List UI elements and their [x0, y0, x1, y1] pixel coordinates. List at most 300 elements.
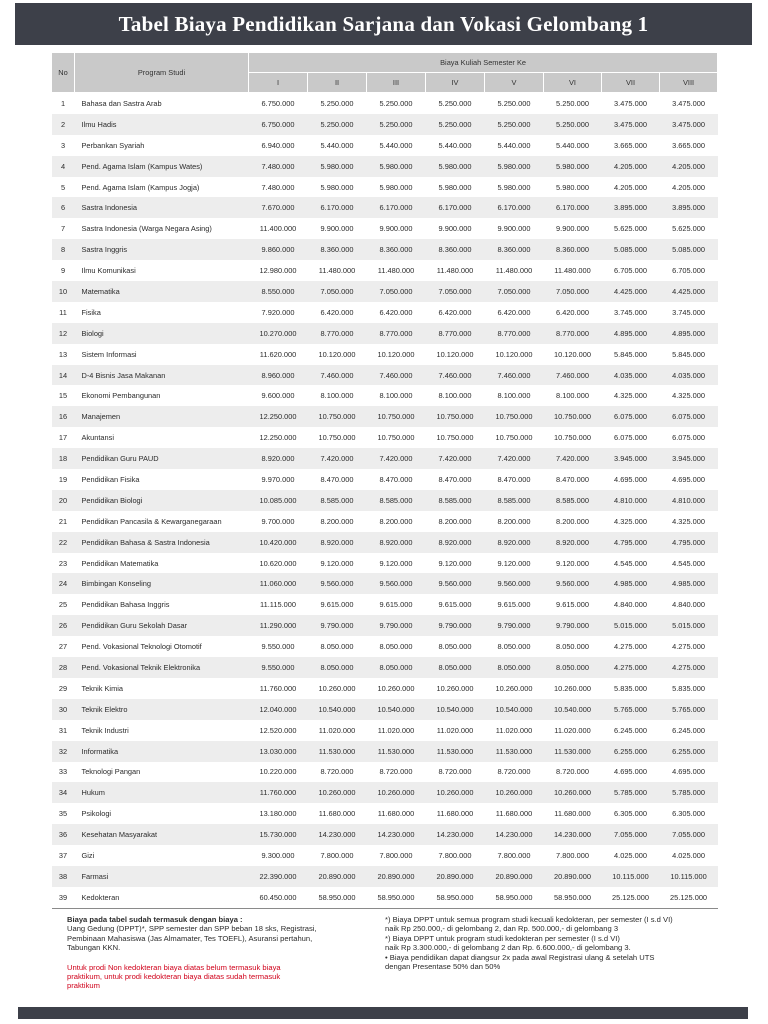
- fee-cell: 4.810.000: [660, 490, 718, 511]
- fee-cell: 8.720.000: [556, 767, 589, 777]
- table-row: [52, 573, 718, 594]
- program-name: Pend. Vokasional Teknologi Otomotif: [81, 642, 202, 652]
- fee-cell: 9.790.000: [426, 615, 485, 636]
- fee-cell: 11.480.000: [554, 266, 591, 276]
- fee-cell: 4.275.000: [614, 642, 647, 652]
- row-number: 11: [59, 307, 67, 317]
- program-name: Pendidikan Guru PAUD: [75, 448, 249, 469]
- table-body: [52, 93, 718, 909]
- fee-cell: 7.480.000: [261, 182, 295, 192]
- row-number: 33: [58, 767, 68, 777]
- fee-cell: 5.015.000: [660, 615, 718, 636]
- fee-cell: 7.800.000: [556, 851, 589, 860]
- table-row: [52, 469, 718, 490]
- fee-cell: 9.550.000: [249, 657, 308, 678]
- fee-cell: 8.920.000: [249, 448, 308, 469]
- fee-cell: 8.770.000: [544, 323, 602, 344]
- fee-cell: 8.770.000: [426, 323, 485, 344]
- fee-cell: 11.680.000: [318, 809, 356, 819]
- fee-table: [51, 52, 718, 909]
- fee-cell: 9.860.000: [249, 239, 308, 260]
- fee-cell: 5.440.000: [438, 140, 472, 150]
- fee-cell: 4.325.000: [614, 516, 647, 526]
- fee-cell: 4.325.000: [614, 391, 647, 401]
- fee-cell: 14.230.000: [426, 824, 485, 845]
- fee-cell: 4.425.000: [660, 281, 718, 302]
- fee-cell: 5.980.000: [426, 156, 485, 177]
- fee-cell: 10.085.000: [249, 490, 308, 511]
- fee-cell: 10.750.000: [426, 406, 485, 427]
- note-line: *) Biaya DPPT untuk program studi kedokteran per semester (I s.d VI): [385, 933, 620, 943]
- fee-cell: 8.770.000: [308, 323, 367, 344]
- fee-cell: 8.050.000: [367, 657, 426, 678]
- program-name: Pend. Vokasional Teknik Elektronika: [75, 657, 249, 678]
- fee-cell: 11.020.000: [495, 725, 533, 735]
- fee-cell: 5.250.000: [556, 98, 589, 108]
- fee-cell: 3.895.000: [602, 197, 660, 218]
- fee-cell: 5.250.000: [379, 98, 413, 108]
- program-name: Bimbingan Konseling: [75, 573, 249, 594]
- note-red-line: Untuk prodi Non kedokteran biaya diatas belum termasuk biaya: [67, 962, 281, 972]
- fee-cell: 4.895.000: [602, 323, 660, 344]
- fee-cell: 11.480.000: [318, 266, 356, 276]
- note-line: • Biaya pendidikan dapat diangsur 2x pada awal Registrasi ulang & setelah UTS: [385, 952, 655, 962]
- fee-cell: 8.960.000: [249, 365, 308, 386]
- fee-cell: 11.760.000: [259, 683, 297, 693]
- fee-cell: 5.765.000: [660, 699, 718, 720]
- program-name: Ekonomi Pembangunan: [81, 391, 161, 401]
- fee-cell: 9.700.000: [261, 516, 295, 526]
- fee-cell: 6.170.000: [426, 197, 485, 218]
- fee-cell: 3.895.000: [660, 197, 718, 218]
- row-number: 19: [58, 474, 68, 484]
- fee-cell: 8.050.000: [438, 642, 472, 652]
- fee-cell: 5.980.000: [379, 182, 413, 192]
- fee-cell: 10.260.000: [495, 683, 533, 693]
- fee-cell: 10.750.000: [544, 406, 602, 427]
- fee-cell: 6.940.000: [261, 140, 295, 150]
- fee-cell: 5.250.000: [308, 114, 367, 135]
- fee-cell: 5.835.000: [672, 683, 705, 693]
- row-number: 35: [58, 809, 68, 819]
- fee-cell: 10.260.000: [554, 683, 591, 693]
- table-header: [52, 53, 718, 93]
- fee-cell: 8.050.000: [544, 657, 602, 678]
- row-number: 28: [52, 657, 75, 678]
- fee-cell: 20.890.000: [544, 866, 602, 887]
- notes-right: [385, 915, 730, 971]
- fee-cell: 8.470.000: [556, 474, 589, 484]
- fee-cell: 8.585.000: [485, 490, 544, 511]
- fee-cell: 10.540.000: [308, 699, 367, 720]
- fee-cell: 8.585.000: [544, 490, 602, 511]
- table-row: [52, 239, 718, 260]
- fee-cell: 4.795.000: [660, 532, 718, 553]
- fee-cell: 5.440.000: [497, 140, 531, 150]
- table-row: [52, 448, 718, 469]
- program-name: Pendidikan Matematika: [81, 558, 159, 568]
- fee-cell: 11.760.000: [249, 782, 308, 803]
- fee-cell: 9.560.000: [485, 573, 544, 594]
- row-number: 17: [58, 433, 68, 443]
- header-semester: II: [308, 73, 367, 93]
- fee-cell: 6.075.000: [660, 406, 718, 427]
- fee-cell: 10.260.000: [308, 782, 367, 803]
- table-row: [52, 741, 718, 762]
- table-row: [52, 197, 718, 218]
- program-name: Perbankan Syariah: [81, 140, 145, 150]
- row-number: 5: [60, 182, 66, 192]
- fee-cell: 6.170.000: [367, 197, 426, 218]
- fee-cell: 7.800.000: [379, 851, 413, 860]
- fee-cell: 9.900.000: [497, 224, 531, 234]
- fee-cell: 7.460.000: [485, 365, 544, 386]
- fee-cell: 4.545.000: [614, 558, 647, 568]
- fee-cell: 11.020.000: [436, 725, 474, 735]
- fee-cell: 9.900.000: [556, 224, 589, 234]
- fee-cell: 3.665.000: [672, 140, 705, 150]
- fee-cell: 8.360.000: [426, 239, 485, 260]
- fee-cell: 8.920.000: [485, 532, 544, 553]
- fee-cell: 7.420.000: [485, 448, 544, 469]
- fee-cell: 6.420.000: [438, 307, 472, 317]
- row-number: 13: [58, 349, 68, 359]
- program-name: Ilmu Komunikasi: [81, 266, 136, 276]
- fee-cell: 6.420.000: [497, 307, 531, 317]
- row-number: 9: [60, 266, 66, 276]
- fee-cell: 10.260.000: [436, 683, 474, 693]
- fee-cell: 8.050.000: [379, 642, 413, 652]
- page-title: Tabel Biaya Pendidikan Sarjana dan Vokasi Gelombang 1: [118, 11, 649, 36]
- fee-cell: 7.050.000: [544, 281, 602, 302]
- program-name: Teknik Elektro: [75, 699, 249, 720]
- row-number: 2: [52, 114, 75, 135]
- fee-cell: 8.360.000: [544, 239, 602, 260]
- fee-cell: 11.530.000: [485, 741, 544, 762]
- row-number: 15: [58, 391, 68, 401]
- fee-cell: 5.980.000: [308, 156, 367, 177]
- fee-cell: 3.745.000: [614, 307, 647, 317]
- header-semester: III: [367, 73, 426, 93]
- note-line: naik Rp 3.300.000,- di gelombang 2 dan Rp. 6.600.000,- di gelombang 3.: [385, 943, 631, 953]
- table-row: [52, 762, 718, 783]
- fee-cell: 5.835.000: [614, 683, 647, 693]
- fee-cell: 8.770.000: [485, 323, 544, 344]
- program-name: Matematika: [75, 281, 249, 302]
- fee-cell: 10.540.000: [485, 699, 544, 720]
- row-number: 10: [52, 281, 75, 302]
- program-name: Pendidikan Pancasila & Kewarganegaraan: [81, 516, 222, 526]
- table-row: [52, 156, 718, 177]
- fee-cell: 8.360.000: [308, 239, 367, 260]
- fee-cell: 5.785.000: [660, 782, 718, 803]
- fee-cell: 8.920.000: [367, 532, 426, 553]
- row-number: 27: [58, 642, 68, 652]
- fee-cell: 5.015.000: [602, 615, 660, 636]
- fee-cell: 58.950.000: [367, 887, 426, 908]
- header-semester: V: [485, 73, 544, 93]
- fee-cell: 10.540.000: [544, 699, 602, 720]
- table-row: [52, 866, 718, 887]
- fee-cell: 11.680.000: [495, 809, 533, 819]
- fee-cell: 7.055.000: [660, 824, 718, 845]
- fee-cell: 4.205.000: [614, 182, 647, 192]
- fee-cell: 58.950.000: [485, 887, 544, 908]
- fee-cell: 11.480.000: [377, 266, 415, 276]
- fee-cell: 9.300.000: [261, 851, 295, 860]
- fee-cell: 58.950.000: [308, 887, 367, 908]
- fee-cell: 9.615.000: [379, 600, 413, 610]
- fee-cell: 58.950.000: [426, 887, 485, 908]
- fee-cell: 8.050.000: [320, 642, 354, 652]
- fee-cell: 9.560.000: [544, 573, 602, 594]
- fee-cell: 9.790.000: [308, 615, 367, 636]
- table-row: [52, 511, 718, 532]
- fee-cell: 5.250.000: [497, 98, 531, 108]
- fee-cell: 8.360.000: [485, 239, 544, 260]
- fee-cell: 10.115.000: [660, 866, 718, 887]
- table-row: [52, 114, 718, 135]
- table-row: [52, 532, 718, 553]
- fee-cell: 8.585.000: [426, 490, 485, 511]
- fee-cell: 10.540.000: [426, 699, 485, 720]
- fee-cell: 6.075.000: [672, 433, 705, 443]
- fee-cell: 14.230.000: [544, 824, 602, 845]
- fee-cell: 4.840.000: [614, 600, 647, 610]
- note-red-line: praktikum: [67, 981, 100, 991]
- fee-cell: 14.230.000: [485, 824, 544, 845]
- fee-cell: 7.050.000: [426, 281, 485, 302]
- table-row: [52, 887, 718, 908]
- fee-cell: 11.480.000: [436, 266, 474, 276]
- fee-cell: 5.085.000: [602, 239, 660, 260]
- fee-cell: 4.985.000: [660, 573, 718, 594]
- fee-cell: 5.785.000: [602, 782, 660, 803]
- fee-cell: 8.050.000: [308, 657, 367, 678]
- fee-cell: 10.115.000: [602, 866, 660, 887]
- fee-cell: 6.305.000: [672, 809, 705, 819]
- fee-cell: 8.100.000: [556, 391, 589, 401]
- fee-cell: 6.245.000: [672, 725, 705, 735]
- fee-cell: 6.705.000: [614, 266, 647, 276]
- fee-cell: 8.050.000: [556, 642, 589, 652]
- row-number: 3: [60, 140, 66, 150]
- header-program: Program Studi: [75, 53, 249, 93]
- fee-cell: 8.585.000: [367, 490, 426, 511]
- table-row: [52, 385, 718, 406]
- program-name: Biologi: [75, 323, 249, 344]
- table-row: [52, 281, 718, 302]
- fee-cell: 5.980.000: [556, 182, 589, 192]
- fee-cell: 6.705.000: [672, 266, 705, 276]
- fee-cell: 4.035.000: [602, 365, 660, 386]
- fee-cell: 6.305.000: [614, 809, 647, 819]
- row-number: 18: [52, 448, 75, 469]
- fee-cell: 8.720.000: [379, 767, 413, 777]
- fee-cell: 11.060.000: [249, 573, 308, 594]
- fee-cell: 11.680.000: [554, 809, 591, 819]
- table-row: [52, 344, 718, 365]
- fee-cell: 6.255.000: [660, 741, 718, 762]
- fee-cell: 10.750.000: [436, 433, 474, 443]
- table-row: [52, 803, 718, 824]
- fee-cell: 9.790.000: [367, 615, 426, 636]
- row-number: 31: [58, 725, 68, 735]
- fee-cell: 11.530.000: [367, 741, 426, 762]
- fee-cell: 10.750.000: [308, 406, 367, 427]
- fee-cell: 4.205.000: [672, 182, 705, 192]
- row-number: 38: [52, 866, 75, 887]
- fee-cell: 9.615.000: [556, 600, 589, 610]
- fee-cell: 4.695.000: [614, 474, 647, 484]
- fee-cell: 15.730.000: [249, 824, 308, 845]
- fee-cell: 11.530.000: [426, 741, 485, 762]
- program-name: Kesehatan Masyarakat: [75, 824, 249, 845]
- table-row: [52, 323, 718, 344]
- row-number: 4: [52, 156, 75, 177]
- program-name: Akuntansi: [81, 433, 114, 443]
- fee-cell: 8.100.000: [320, 391, 354, 401]
- fee-cell: 3.945.000: [660, 448, 718, 469]
- fee-cell: 9.550.000: [261, 642, 295, 652]
- table-row: [52, 615, 718, 636]
- fee-cell: 10.260.000: [377, 683, 415, 693]
- fee-cell: 5.625.000: [672, 224, 705, 234]
- fee-cell: 4.840.000: [672, 600, 705, 610]
- fee-cell: 10.750.000: [554, 433, 591, 443]
- fee-cell: 10.260.000: [318, 683, 356, 693]
- fee-cell: 14.230.000: [308, 824, 367, 845]
- header-no: No: [52, 53, 75, 93]
- fee-cell: 5.085.000: [660, 239, 718, 260]
- fee-cell: 5.440.000: [320, 140, 354, 150]
- header-semester: VI: [544, 73, 602, 93]
- fee-cell: 8.470.000: [497, 474, 531, 484]
- fee-cell: 11.480.000: [495, 266, 533, 276]
- fee-cell: 5.250.000: [320, 98, 354, 108]
- table-row: [52, 135, 718, 156]
- fee-cell: 3.475.000: [614, 98, 647, 108]
- header-semester: I: [249, 73, 308, 93]
- fee-cell: 8.550.000: [249, 281, 308, 302]
- table-row: [52, 699, 718, 720]
- fee-cell: 6.075.000: [614, 433, 647, 443]
- fee-cell: 8.585.000: [308, 490, 367, 511]
- fee-cell: 10.620.000: [259, 558, 297, 568]
- program-name: Fisika: [81, 307, 101, 317]
- fee-cell: 10.120.000: [554, 349, 591, 359]
- fee-cell: 7.050.000: [485, 281, 544, 302]
- fee-cell: 7.460.000: [544, 365, 602, 386]
- fee-cell: 7.050.000: [367, 281, 426, 302]
- table-row: [52, 218, 718, 239]
- fee-cell: 9.120.000: [379, 558, 413, 568]
- fee-cell: 9.560.000: [308, 573, 367, 594]
- fee-cell: 4.035.000: [660, 365, 718, 386]
- row-number: 1: [60, 98, 66, 108]
- row-number: 37: [58, 851, 68, 860]
- fee-cell: 10.220.000: [259, 767, 297, 777]
- table-row: [52, 93, 718, 114]
- title-bar: [15, 3, 752, 45]
- fee-cell: 4.205.000: [602, 156, 660, 177]
- table-row: [52, 365, 718, 386]
- fee-cell: 10.420.000: [249, 532, 308, 553]
- fee-cell: 10.120.000: [436, 349, 474, 359]
- fee-cell: 7.420.000: [308, 448, 367, 469]
- fee-cell: 4.545.000: [672, 558, 705, 568]
- table-row: [52, 720, 718, 741]
- header-semester: VII: [602, 73, 660, 93]
- fee-cell: 8.920.000: [544, 532, 602, 553]
- notes-left: [67, 915, 347, 991]
- fee-cell: 8.050.000: [485, 657, 544, 678]
- fee-cell: 10.750.000: [485, 406, 544, 427]
- row-number: 39: [52, 887, 75, 908]
- program-name: Manajemen: [75, 406, 249, 427]
- program-name: Kedokteran: [75, 887, 249, 908]
- fee-cell: 6.170.000: [544, 197, 602, 218]
- fee-cell: 10.260.000: [544, 782, 602, 803]
- fee-cell: 9.560.000: [426, 573, 485, 594]
- note-line: *) Biaya DPPT untuk semua program studi kecuali kedokteran, per semester (I s.d VI): [385, 915, 673, 924]
- fee-cell: 6.170.000: [485, 197, 544, 218]
- program-name: Pendidikan Bahasa & Sastra Indonesia: [75, 532, 249, 553]
- fee-cell: 6.420.000: [320, 307, 354, 317]
- fee-cell: 8.100.000: [438, 391, 472, 401]
- fee-cell: 8.920.000: [308, 532, 367, 553]
- fee-cell: 7.670.000: [249, 197, 308, 218]
- fee-cell: 10.120.000: [495, 349, 533, 359]
- fee-cell: 11.115.000: [260, 600, 296, 610]
- table-row: [52, 427, 718, 448]
- row-number: 12: [52, 323, 75, 344]
- fee-cell: 11.680.000: [377, 809, 415, 819]
- fee-cell: 5.440.000: [379, 140, 413, 150]
- fee-cell: 8.470.000: [379, 474, 413, 484]
- fee-cell: 5.980.000: [485, 156, 544, 177]
- note-line: Tabungan KKN.: [67, 943, 121, 953]
- fee-cell: 4.025.000: [672, 851, 705, 860]
- fee-cell: 11.530.000: [544, 741, 602, 762]
- footer-bar: [18, 1007, 748, 1019]
- fee-cell: 7.050.000: [308, 281, 367, 302]
- row-number: 25: [58, 600, 68, 610]
- fee-cell: 11.680.000: [436, 809, 474, 819]
- fee-cell: 4.325.000: [672, 516, 705, 526]
- fee-cell: 5.250.000: [438, 98, 472, 108]
- fee-cell: 5.845.000: [614, 349, 647, 359]
- table-row: [52, 260, 718, 281]
- fee-cell: 5.980.000: [438, 182, 472, 192]
- fee-cell: 9.120.000: [320, 558, 354, 568]
- row-number: 36: [52, 824, 75, 845]
- fee-cell: 25.125.000: [660, 887, 718, 908]
- fee-cell: 4.325.000: [672, 391, 705, 401]
- fee-cell: 11.400.000: [259, 224, 297, 234]
- fee-cell: 8.200.000: [497, 516, 531, 526]
- fee-cell: 7.420.000: [367, 448, 426, 469]
- fee-cell: 7.055.000: [602, 824, 660, 845]
- fee-cell: 12.250.000: [259, 433, 297, 443]
- fee-cell: 8.720.000: [320, 767, 354, 777]
- fee-cell: 4.895.000: [660, 323, 718, 344]
- fee-cell: 12.040.000: [249, 699, 308, 720]
- fee-cell: 9.600.000: [261, 391, 295, 401]
- program-name: Sistem Informasi: [81, 349, 137, 359]
- fee-cell: 7.420.000: [426, 448, 485, 469]
- fee-cell: 10.120.000: [318, 349, 356, 359]
